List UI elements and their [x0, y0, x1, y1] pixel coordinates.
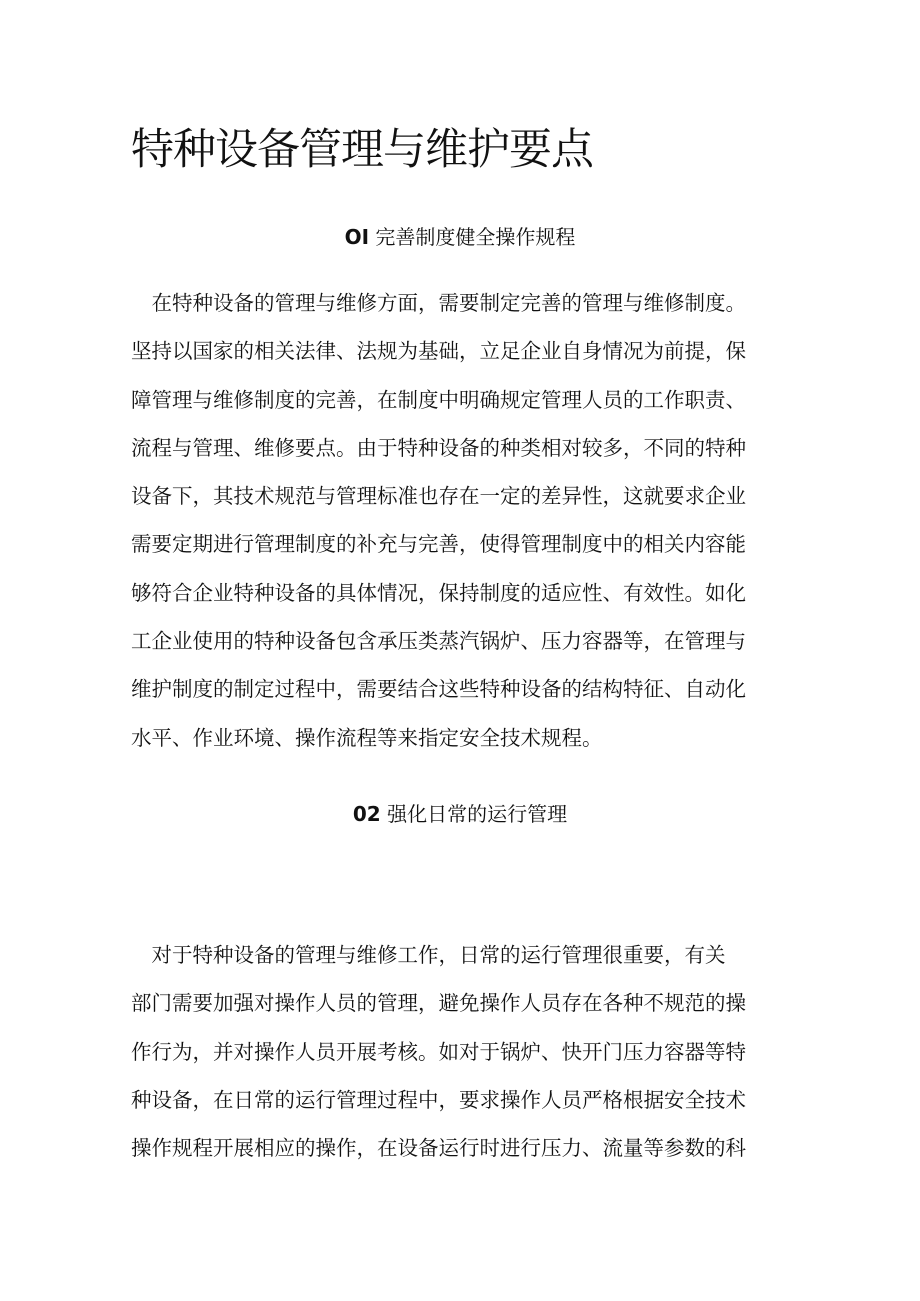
section-number-2: 02: [352, 802, 381, 826]
document-title: 特种设备管理与维护要点: [131, 125, 593, 175]
paragraph-line: 作行为，并对操作人员开展考核。如对于锅炉、快开门压力容器等特: [131, 1039, 746, 1064]
section-title-1: 完善制度健全操作规程: [375, 225, 576, 249]
section-heading-1: [0, 222, 920, 252]
section-heading-2: [0, 799, 920, 829]
paragraph-line: 种设备，在日常的运行管理过程中，要求操作人员严格根据安全技术: [131, 1087, 746, 1112]
paragraph-line: 需要定期进行管理制度的补充与完善，使得管理制度中的相关内容能: [131, 532, 746, 557]
paragraph-line: 工企业使用的特种设备包含承压类蒸汽锅炉、压力容器等，在管理与: [131, 629, 746, 654]
paragraph-line: 维护制度的制定过程中，需要结合这些特种设备的结构特征、自动化: [131, 677, 746, 702]
paragraph-line: 够符合企业特种设备的具体情况，保持制度的适应性、有效性。如化: [131, 580, 746, 605]
paragraph-line: 在特种设备的管理与维修方面，需要制定完善的管理与维修制度。: [131, 291, 746, 315]
section-title-2: 强化日常的运行管理: [387, 802, 568, 826]
paragraph-line: 水平、作业环境、操作流程等来指定安全技术规程。: [131, 725, 603, 750]
paragraph-line: 设备下，其技术规范与管理标准也存在一定的差异性，这就要求企业: [131, 484, 746, 509]
paragraph-line: 部门需要加强对操作人员的管理，避免操作人员存在各种不规范的操: [131, 991, 746, 1016]
section-number-1: OI: [344, 225, 370, 249]
paragraph-line: 坚持以国家的相关法律、法规为基础，立足企业自身情况为前提，保: [131, 339, 746, 364]
section-paragraph-1: [131, 279, 746, 762]
paragraph-line: 操作规程开展相应的操作，在设备运行时进行压力、流量等参数的科: [131, 1136, 746, 1161]
paragraph-line: 流程与管理、维修要点。由于特种设备的种类相对较多，不同的特种: [131, 435, 746, 460]
section-paragraph-2: [131, 931, 746, 1172]
paragraph-line: 障管理与维修制度的完善，在制度中明确规定管理人员的工作职责、: [131, 387, 746, 412]
paragraph-line: 对于特种设备的管理与维修工作，日常的运行管理很重要，有关: [131, 943, 726, 967]
